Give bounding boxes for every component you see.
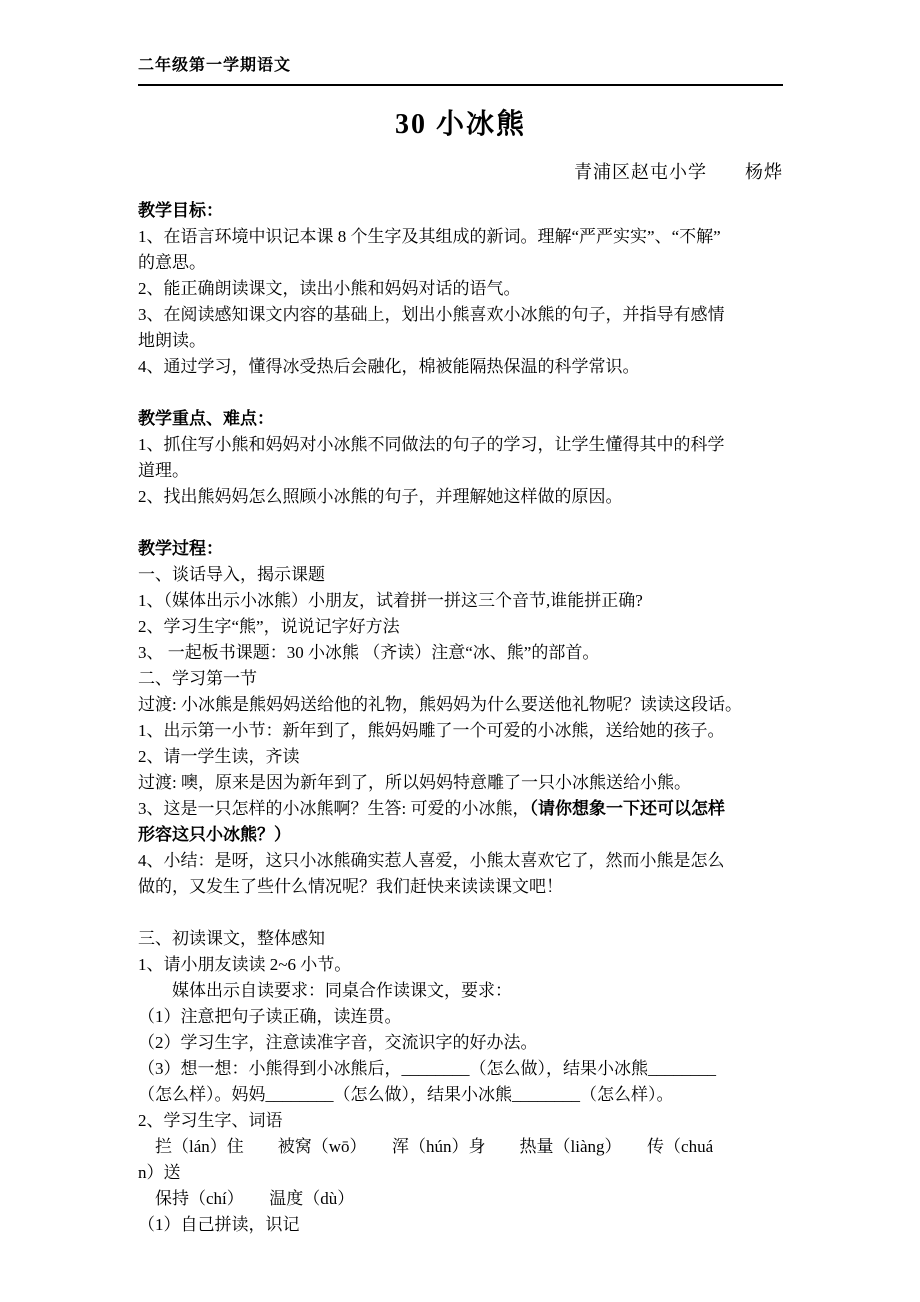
text-run: 做的，又发生了些什么情况呢？我们赶快来读读课文吧！ (138, 877, 563, 896)
text-line (138, 276, 783, 302)
blank-line (138, 380, 783, 406)
text-run: 地朗读。 (138, 331, 206, 350)
text-run: 一、谈话导入，揭示课题 (138, 565, 325, 584)
text-line (138, 250, 783, 276)
text-line (138, 224, 783, 250)
text-line (138, 1030, 783, 1056)
text-line (138, 354, 783, 380)
bold-text-run: 教学重点、难点： (138, 409, 274, 428)
text-run: （2）学习生字，注意读准字音，交流识字的好办法。 (138, 1033, 538, 1052)
text-line (138, 562, 783, 588)
text-line (138, 1004, 783, 1030)
text-run: 2、请一学生读，齐读 (138, 747, 300, 766)
text-run: 过渡: 噢，原来是因为新年到了，所以妈妈特意雕了一只小冰熊送给小熊。 (138, 773, 691, 792)
text-line (138, 796, 783, 822)
text-line (138, 666, 783, 692)
text-run: 1、在语言环境中识记本课 8 个生字及其组成的新词。理解“严严实实”、“不解” (138, 227, 721, 246)
text-run: 3、这是一只怎样的小冰熊啊？生答: 可爱的小冰熊， (138, 799, 530, 818)
header-course-label: 二年级第一学期语文 (138, 57, 292, 74)
bold-text-run: 教学目标： (138, 201, 223, 220)
text-line (138, 458, 783, 484)
text-line (138, 926, 783, 952)
text-run: 过渡: 小冰熊是熊妈妈送给他的礼物，熊妈妈为什么要送他礼物呢？读读这段话。 (138, 695, 742, 714)
text-line (138, 536, 783, 562)
text-run: 的意思。 (138, 253, 206, 272)
text-line (138, 1056, 783, 1082)
text-run: 2、能正确朗读课文，读出小熊和妈妈对话的语气。 (138, 279, 521, 298)
text-run: 4、通过学习，懂得冰受热后会融化，棉被能隔热保温的科学常识。 (138, 357, 640, 376)
text-line (138, 1212, 783, 1238)
text-run: （3）想一想：小熊得到小冰熊后，________（怎么做），结果小冰熊________ (138, 1059, 716, 1078)
text-run: （怎么样）。妈妈________（怎么做），结果小冰熊________（怎么样）。 (138, 1085, 674, 1104)
bold-text-run: 形容这只小冰熊？） (138, 825, 291, 844)
text-line (138, 1108, 783, 1134)
text-line (138, 302, 783, 328)
text-run: （1）注意把句子读正确，读连贯。 (138, 1007, 402, 1026)
bold-text-run: 教学过程： (138, 539, 223, 558)
text-run: 拦（lán）住 被窝（wō） 浑（hún）身 热量（liàng） 传（chuá (138, 1137, 714, 1156)
text-line (138, 1082, 783, 1108)
text-run: 2、学习生字、词语 (138, 1111, 283, 1130)
text-run: 3、在阅读感知课文内容的基础上，划出小熊喜欢小冰熊的句子，并指导有感情 (138, 305, 725, 324)
page-header (138, 52, 783, 86)
text-run: 1、出示第一小节：新年到了，熊妈妈雕了一个可爱的小冰熊，送给她的孩子。 (138, 721, 725, 740)
text-run: 1、（媒体出示小冰熊）小朋友，试着拼一拼这三个音节,谁能拼正确? (138, 591, 643, 610)
text-line (138, 770, 783, 796)
text-run: 1、请小朋友读读 2~6 小节。 (138, 955, 352, 974)
text-run: n）送 (138, 1163, 181, 1182)
text-line (138, 952, 783, 978)
text-line (138, 484, 783, 510)
text-run: 道理。 (138, 461, 189, 480)
bold-text-run: （请你想象一下还可以怎样 (529, 799, 725, 818)
text-line (138, 588, 783, 614)
text-line (138, 874, 783, 900)
blank-line (138, 900, 783, 926)
document-title: 30 小冰熊 (394, 109, 526, 140)
text-run: 媒体出示自读要求：同桌合作读课文，要求： (138, 981, 512, 1000)
text-line (138, 718, 783, 744)
text-run: 3、 一起板书课题：30 小冰熊 （齐读）注意“冰、熊”的部首。 (138, 643, 600, 662)
text-line (138, 328, 783, 354)
text-run: 保持（chí） 温度（dù） (138, 1189, 355, 1208)
text-line (138, 432, 783, 458)
author-line: 青浦区赵屯小学 杨烨 (574, 162, 783, 182)
document-body (138, 198, 783, 1238)
text-line (138, 848, 783, 874)
text-run: 1、抓住写小熊和妈妈对小冰熊不同做法的句子的学习，让学生懂得其中的科学 (138, 435, 725, 454)
text-line (138, 978, 783, 1004)
text-run: （1）自己拼读，识记 (138, 1215, 300, 1234)
text-line (138, 640, 783, 666)
text-run: 2、学习生字“熊”，说说记字好方法 (138, 617, 400, 636)
blank-line (138, 510, 783, 536)
text-line (138, 1186, 783, 1212)
text-line (138, 822, 783, 848)
text-line (138, 1134, 783, 1160)
text-line (138, 614, 783, 640)
text-line (138, 744, 783, 770)
text-line (138, 406, 783, 432)
text-run: 4、小结：是呀，这只小冰熊确实惹人喜爱，小熊太喜欢它了，然而小熊是怎么 (138, 851, 725, 870)
text-line (138, 1160, 783, 1186)
text-run: 三、初读课文，整体感知 (138, 929, 325, 948)
text-run: 2、找出熊妈妈怎么照顾小冰熊的句子，并理解她这样做的原因。 (138, 487, 623, 506)
text-run: 二、学习第一节 (138, 669, 257, 688)
text-line (138, 198, 783, 224)
text-line (138, 692, 783, 718)
